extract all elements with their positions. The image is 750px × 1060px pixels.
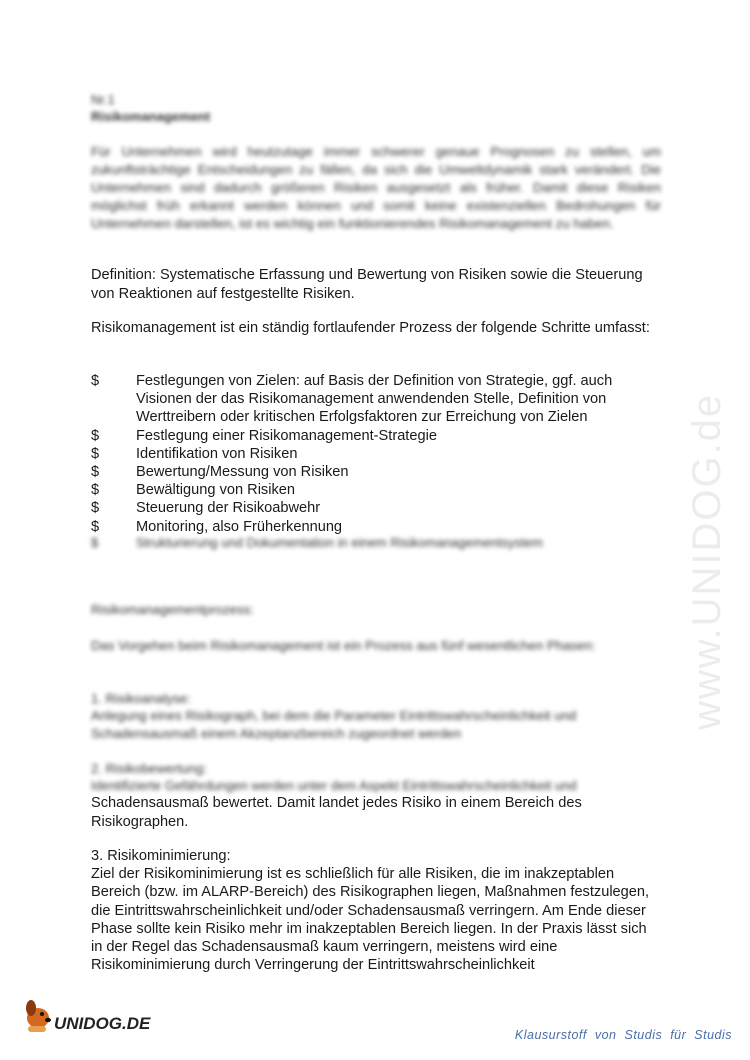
bullet-symbol: $ bbox=[91, 373, 100, 389]
process-section-intro: Das Vorgehen beim Risikomanagement ist ein Prozess aus fünf wesentlichen Phasen: bbox=[91, 638, 596, 653]
bullet-symbol: $ bbox=[91, 482, 100, 499]
phase1-text: Anlegung eines Risikograph, bei dem die Parameter Eintrittswahrscheinlichkeit und Schadensausmaß einem Akzeptanzbereich zugeordnet werden bbox=[91, 708, 577, 741]
list-item bbox=[91, 463, 671, 481]
document-number: Nr.1 bbox=[91, 92, 115, 107]
watermark-text: www.UNIDOG.de bbox=[685, 392, 729, 730]
phase1-title: 1. Risikoanalyse: bbox=[91, 691, 191, 706]
phase3-text: Ziel der Risikominimierung ist es schließlich für alle Risiken, die im inakzeptablen Bereich (bzw. im ALARP-Bereich) des Risikographen liegen, Maßnahmen festzulegen, die Eintrittswahrscheinlichkeit und/oder Schadensausmaß verringern. Am Ende dieser Phase sollte kein Risiko mehr im inakzeptablen Bereich liegen. In der Praxis lässt sich in der Regel das Schadensausmaß kaum verringern, meistens wird eine Risikominimierung durch Verringerung der Eintrittswahrscheinlichkeit bbox=[91, 866, 650, 974]
list-item-text: Bewältigung von Risiken bbox=[136, 482, 295, 499]
list-item bbox=[91, 427, 671, 445]
phase2-text: Schadensausmaß bewertet. Damit landet jedes Risiko in einem Bereich des Risikographen. bbox=[91, 795, 582, 830]
list-item-text: Festlegungen von Zielen: auf Basis der Definition von Strategie, ggf. auch Visionen der das Risikomanagement anwendenden Stelle, Definition von Werttreibern oder kritischen Erfolgsfaktoren zur Erreichung von Zielen bbox=[136, 373, 613, 426]
list-item-text: Strukturierung und Dokumentation in einem Risikomanagementsystem bbox=[136, 535, 543, 550]
phase3-block bbox=[91, 847, 661, 974]
list-item bbox=[91, 481, 671, 499]
unidog-logo bbox=[18, 988, 158, 1038]
phase2-title: 2. Risikobewertung: bbox=[91, 761, 207, 776]
phase3-title: 3. Risikominimierung: bbox=[91, 848, 231, 864]
logo-graphic bbox=[18, 988, 158, 1038]
footer-claim: Klausurstoff von Studis für Studis bbox=[514, 1028, 732, 1042]
bullet-symbol: $ bbox=[91, 464, 100, 481]
dog-icon bbox=[26, 1000, 51, 1032]
list-item-text: Festlegung einer Risikomanagement-Strategie bbox=[136, 427, 437, 444]
bullet-symbol: $ bbox=[91, 535, 99, 550]
list-item-text: Steuerung der Risikoabwehr bbox=[136, 500, 321, 517]
list-item bbox=[91, 372, 671, 427]
list-item-text: Identifikation von Risiken bbox=[136, 445, 298, 462]
process-intro-paragraph: Risikomanagement ist ein ständig fortlaufender Prozess der folgende Schritte umfasst: bbox=[91, 320, 650, 336]
process-section-title: Risikomanagementprozess: bbox=[91, 602, 254, 617]
bullet-symbol: $ bbox=[91, 445, 100, 462]
definition-paragraph: Definition: Systematische Erfassung und Bewertung von Risiken sowie die Steuerung von Reaktionen auf festgestellte Risiken. bbox=[91, 267, 643, 302]
list-item bbox=[91, 518, 671, 536]
list-item-text: Monitoring, also Früherkennung bbox=[136, 518, 343, 535]
list-item-text: Bewertung/Messung von Risiken bbox=[136, 464, 349, 481]
logo-text: UNIDOG.DE bbox=[54, 1014, 151, 1033]
document-title: Risikomanagement bbox=[91, 109, 211, 124]
watermark-graphic bbox=[685, 290, 730, 740]
bullet-symbol: $ bbox=[91, 427, 100, 444]
list-item bbox=[91, 445, 671, 463]
intro-paragraph: Für Unternehmen wird heutzutage immer schwerer genaue Prognosen zu stellen, um zukunftsträchtige Entscheidungen zu fällen, da sich die Umweltdynamik stark verändert. Die Unternehmen sind dadurch größeren Risiken ausgesetzt als früher. Damit diese Risiken möglichst früh erkannt werden können und somit keine existenziellen Bedrohungen für Unternehmen darstellen, ist es wichtig ein funktionierendes Risikomanagement zu haben. bbox=[91, 144, 661, 231]
watermark bbox=[685, 290, 730, 740]
steps-list bbox=[91, 372, 671, 536]
bullet-symbol: $ bbox=[91, 518, 100, 535]
list-item bbox=[91, 499, 671, 517]
phase2-text-blurred: Identifizierte Gefährdungen werden unter dem Aspekt Eintrittswahrscheinlichkeit und bbox=[91, 778, 577, 793]
bullet-symbol: $ bbox=[91, 500, 100, 517]
